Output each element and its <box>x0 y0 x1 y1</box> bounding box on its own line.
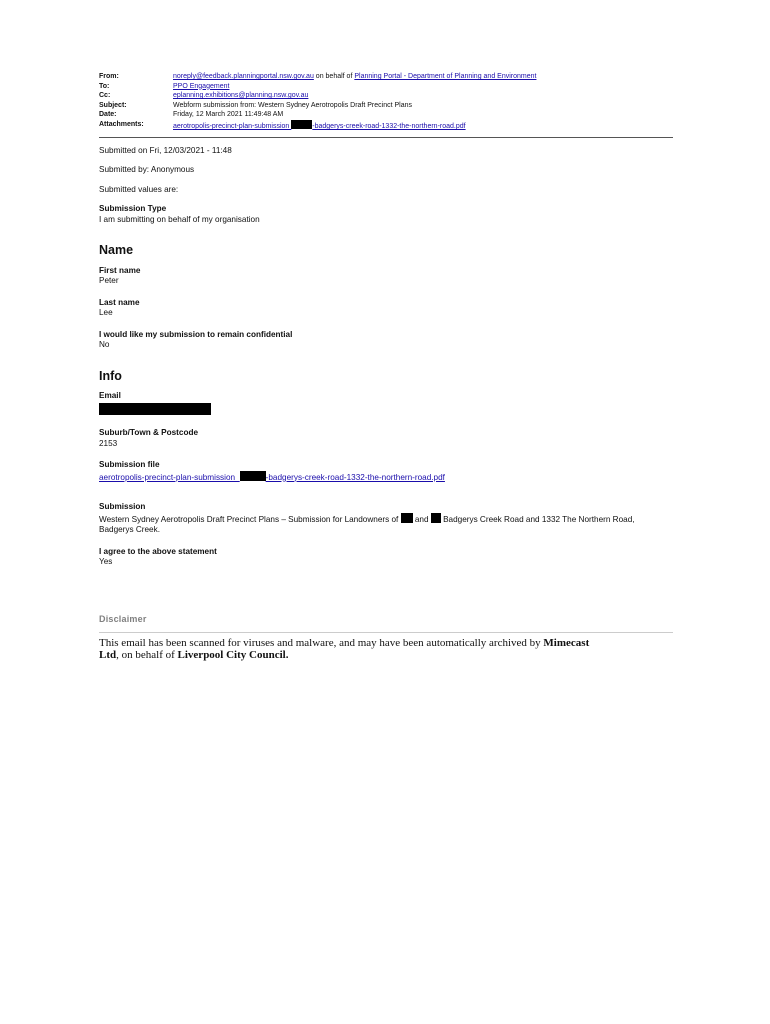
date-value: Friday, 12 March 2021 11:49:48 AM <box>173 111 284 119</box>
name-heading: Name <box>99 243 134 258</box>
to-label: To: <box>99 82 110 90</box>
submission-text-part: Western Sydney Aerotropolis Draft Precinct Plans – Submission for Landowners of <box>99 514 401 524</box>
submission-label: Submission <box>99 502 146 512</box>
attachment-link[interactable] <box>173 123 466 130</box>
cc-row <box>99 91 673 101</box>
disclaimer-council: Liverpool City Council. <box>177 649 289 662</box>
submitted-values: Submitted values are: <box>99 184 179 194</box>
date-label: Date: <box>99 111 117 119</box>
cc-label: Cc: <box>99 92 111 100</box>
subject-label: Subject: <box>99 101 127 109</box>
email-label: Email <box>99 391 121 401</box>
confidential-field <box>99 330 673 351</box>
submitted-by: Submitted by: Anonymous <box>99 165 195 175</box>
email-header <box>99 72 673 132</box>
suburb-label: Suburb/Town & Postcode <box>99 428 199 438</box>
email-body <box>99 146 673 568</box>
submission-text-and: and <box>412 514 431 524</box>
submission-field <box>99 502 673 536</box>
submission-file-field <box>99 460 673 483</box>
info-heading: Info <box>99 368 122 383</box>
to-row <box>99 82 673 92</box>
submission-file-link[interactable] <box>99 473 445 482</box>
submission-text <box>99 513 673 526</box>
agree-label: I agree to the above statement <box>99 546 217 556</box>
file-name-end: -badgerys-creek-road-1332-the-northern-road.pdf <box>265 472 445 482</box>
email-page <box>99 72 673 662</box>
from-email-link[interactable]: noreply@feedback.planningportal.nsw.gov.au <box>173 73 314 80</box>
disclaimer-company: Mimecast Ltd <box>99 636 590 662</box>
agree-value: Yes <box>99 557 113 567</box>
confidential-value: No <box>99 340 110 350</box>
last-name-field <box>99 298 673 319</box>
confidential-label: I would like my submission to remain confidential <box>99 329 293 339</box>
submission-text-part: Badgerys Creek Road and 1332 The Northern Road, <box>440 514 635 524</box>
from-label: From: <box>99 73 119 80</box>
date-row <box>99 110 673 120</box>
cc-link[interactable]: eplanning.exhibitions@planning.nsw.gov.au <box>173 92 309 100</box>
redaction-block <box>431 513 441 523</box>
last-name-label: Last name <box>99 297 140 307</box>
first-name-value: Peter <box>99 276 119 286</box>
subject-value: Webform submission from: Western Sydney Aerotropolis Draft Precinct Plans <box>173 101 412 109</box>
redaction-block <box>401 513 413 523</box>
agree-field <box>99 547 673 568</box>
disclaimer-text-part: This email has been scanned for viruses and malware, and may have been automatically archived by <box>99 636 544 649</box>
redaction-block <box>99 403 211 415</box>
submission-text-line2: Badgerys Creek. <box>99 525 160 535</box>
to-link[interactable]: PPO Engagement <box>173 82 230 90</box>
last-name-value: Lee <box>99 308 113 318</box>
redaction-block <box>291 120 312 129</box>
on-behalf-text: on behalf of <box>313 73 355 80</box>
suburb-value: 2153 <box>99 438 118 448</box>
submission-type-field <box>99 204 673 225</box>
header-divider <box>99 137 673 138</box>
submission-type-value: I am submitting on behalf of my organisation <box>99 214 260 224</box>
redaction-block <box>240 471 266 481</box>
submission-type-label: Submission Type <box>99 204 167 214</box>
disclaimer-divider <box>99 632 673 633</box>
submission-file-label: Submission file <box>99 460 160 470</box>
attachments-label: Attachments: <box>99 120 144 128</box>
attachment-name-start: aerotropolis-precinct-plan-submission <box>173 122 292 130</box>
disclaimer-text-part: , on behalf of <box>116 649 178 662</box>
from-behalf-link[interactable]: Planning Portal - Department of Planning and Environment <box>354 73 537 80</box>
disclaimer-heading: Disclaimer <box>99 613 147 624</box>
suburb-field <box>99 428 673 449</box>
email-field <box>99 391 673 417</box>
attachments-row <box>99 120 673 132</box>
submitted-on: Submitted on Fri, 12/03/2021 - 11:48 <box>99 145 232 155</box>
subject-row <box>99 101 673 111</box>
file-name-start: aerotropolis-precinct-plan-submission_ <box>99 472 240 482</box>
from-row <box>99 72 673 82</box>
attachment-name-end: -badgerys-creek-road-1332-the-northern-road.pdf <box>312 122 466 130</box>
first-name-label: First name <box>99 265 141 275</box>
disclaimer-text <box>99 637 673 662</box>
first-name-field <box>99 266 673 287</box>
